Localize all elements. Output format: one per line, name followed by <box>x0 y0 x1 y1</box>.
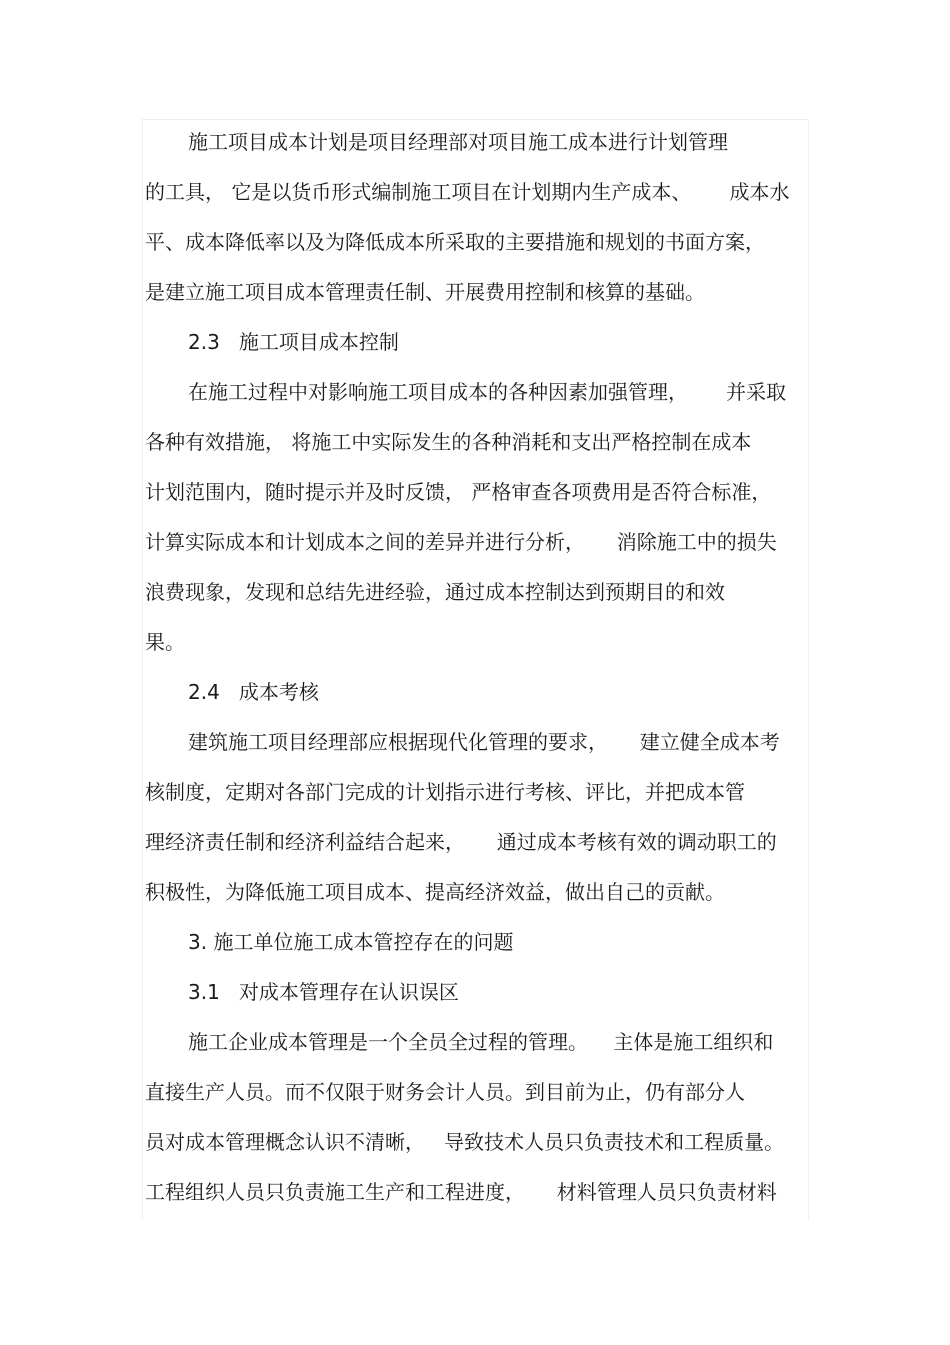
paragraph-line: 各种有效措施， 将施工中实际发生的各种消耗和支出严格控制在成本 <box>145 430 752 454</box>
section-heading: 2.3 施工项目成本控制 <box>188 330 399 354</box>
paragraph-line: 核制度，定期对各部门完成的计划指示进行考核、评比，并把成本管 <box>145 780 745 804</box>
section-heading: 2.4 成本考核 <box>188 680 319 704</box>
paragraph-line: 工程组织人员只负责施工生产和工程进度， 材料管理人员只负责材料 <box>145 1180 777 1204</box>
paragraph-line: 是建立施工项目成本管理责任制、开展费用控制和核算的基础。 <box>145 280 705 304</box>
paragraph-line: 计划范围内，随时提示并及时反馈， 严格审查各项费用是否符合标准， <box>145 480 772 504</box>
paragraph-line: 在施工过程中对影响施工项目成本的各种因素加强管理， 并采取 <box>188 380 787 404</box>
paragraph-line: 施工项目成本计划是项目经理部对项目施工成本进行计划管理 <box>188 130 728 154</box>
paragraph-line: 直接生产人员。而不仅限于财务会计人员。到目前为止，仍有部分人 <box>145 1080 745 1104</box>
paragraph-line: 施工企业成本管理是一个全员全过程的管理。 主体是施工组织和 <box>188 1030 774 1054</box>
section-heading: 3.1 对成本管理存在认识误区 <box>188 980 459 1004</box>
paragraph-line: 建筑施工项目经理部应根据现代化管理的要求， 建立健全成本考 <box>188 730 780 754</box>
paragraph-line: 员对成本管理概念认识不清晰， 导致技术人员只负责技术和工程质量。 <box>145 1130 785 1154</box>
paragraph-line: 平、成本降低率以及为降低成本所采取的主要措施和规划的书面方案， <box>145 230 765 254</box>
paragraph-line: 积极性，为降低施工项目成本、提高经济效益，做出自己的贡献。 <box>145 880 725 904</box>
paragraph-line: 浪费现象，发现和总结先进经验，通过成本控制达到预期目的和效 <box>145 580 725 604</box>
paragraph-line: 果。 <box>145 630 185 654</box>
paragraph-line: 的工具， 它是以货币形式编制施工项目在计划期内生产成本、 成本水 <box>145 180 790 204</box>
section-heading: 3. 施工单位施工成本管控存在的问题 <box>188 930 514 954</box>
paragraph-line: 理经济责任制和经济利益结合起来， 通过成本考核有效的调动职工的 <box>145 830 777 854</box>
paragraph-line: 计算实际成本和计划成本之间的差异并进行分析， 消除施工中的损失 <box>145 530 777 554</box>
